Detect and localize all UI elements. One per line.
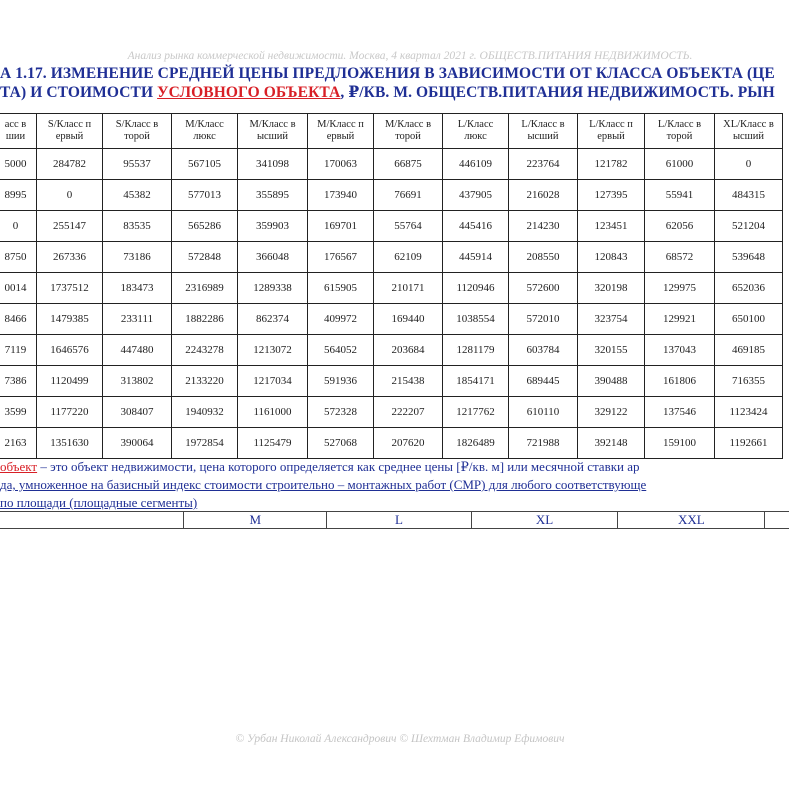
- table-cell: 1123424: [715, 397, 783, 428]
- table-cell: 1161000: [238, 397, 308, 428]
- table-cell: 8750: [0, 242, 37, 273]
- column-header: XL/Класс в ысший: [715, 114, 783, 149]
- table-cell: 615905: [308, 273, 374, 304]
- table-cell: 214230: [509, 211, 578, 242]
- table-cell: 61000: [645, 149, 715, 180]
- table-cell: 7119: [0, 335, 37, 366]
- table-cell: 1479385: [37, 304, 103, 335]
- area-segment-cell: M: [184, 512, 327, 529]
- table-cell: 308407: [103, 397, 172, 428]
- table-cell: 45382: [103, 180, 172, 211]
- column-header: L/Класс в ысший: [509, 114, 578, 149]
- table-cell: 176567: [308, 242, 374, 273]
- table-cell: 572848: [172, 242, 238, 273]
- table-cell: 652036: [715, 273, 783, 304]
- table-cell: 169440: [374, 304, 443, 335]
- table-row: [0, 335, 783, 366]
- column-header: L/Класс в торой: [645, 114, 715, 149]
- table-cell: 7386: [0, 366, 37, 397]
- table-cell: 137546: [645, 397, 715, 428]
- table-cell: 366048: [238, 242, 308, 273]
- table-cell: 2163: [0, 428, 37, 459]
- header-note: Анализ рынка коммерческой недвижимости. Москва, 4 квартал 2021 г. ОБЩЕСТВ.ПИТАНИЯ НЕДВИЖИМОСТЬ.: [127, 50, 693, 62]
- table-row: [0, 304, 783, 335]
- table-cell: 320198: [578, 273, 645, 304]
- table-cell: 469185: [715, 335, 783, 366]
- table-cell: 650100: [715, 304, 783, 335]
- column-header: L/Класс п ервый: [578, 114, 645, 149]
- table-cell: 5000: [0, 149, 37, 180]
- table-cell: 120843: [578, 242, 645, 273]
- table-cell: 323754: [578, 304, 645, 335]
- table-cell: 76691: [374, 180, 443, 211]
- table-cell: 1737512: [37, 273, 103, 304]
- table-cell: 447480: [103, 335, 172, 366]
- table-cell: 173940: [308, 180, 374, 211]
- table-cell: 83535: [103, 211, 172, 242]
- table-cell: 129921: [645, 304, 715, 335]
- table-cell: 1192661: [715, 428, 783, 459]
- table-cell: 2316989: [172, 273, 238, 304]
- table-cell: 1217034: [238, 366, 308, 397]
- title-highlight: УСЛОВНОГО ОБЪЕКТА: [157, 84, 341, 101]
- table-row: [0, 149, 783, 180]
- table-cell: 1213072: [238, 335, 308, 366]
- table-cell: 565286: [172, 211, 238, 242]
- table-cell: 1289338: [238, 273, 308, 304]
- table-cell: 392148: [578, 428, 645, 459]
- column-header: M/Класс в торой: [374, 114, 443, 149]
- table-cell: 1125479: [238, 428, 308, 459]
- table-cell: 137043: [645, 335, 715, 366]
- table-cell: 62056: [645, 211, 715, 242]
- table-cell: 341098: [238, 149, 308, 180]
- table-cell: 390064: [103, 428, 172, 459]
- definition-term: объект: [0, 459, 38, 474]
- table-title-line-1: А 1.17. ИЗМЕНЕНИЕ СРЕДНЕЙ ЦЕНЫ ПРЕДЛОЖЕНИЯ В ЗАВИСИМОСТИ ОТ КЛАССА ОБЪЕКТА (ЦЕ: [0, 65, 775, 82]
- table-cell: 572010: [509, 304, 578, 335]
- table-cell: 445416: [443, 211, 509, 242]
- column-header: M/Класс люкс: [172, 114, 238, 149]
- area-segments-row: [0, 512, 789, 529]
- table-cell: 3599: [0, 397, 37, 428]
- table-cell: 233111: [103, 304, 172, 335]
- table-cell: 320155: [578, 335, 645, 366]
- table-cell: 127395: [578, 180, 645, 211]
- table-cell: 329122: [578, 397, 645, 428]
- table-cell: 591936: [308, 366, 374, 397]
- table-title-line-2: [0, 82, 775, 102]
- table-cell: 0: [715, 149, 783, 180]
- table-cell: 862374: [238, 304, 308, 335]
- table-cell: 437905: [443, 180, 509, 211]
- table-cell: 222207: [374, 397, 443, 428]
- area-segment-cell: L: [327, 512, 472, 529]
- table-cell: 215438: [374, 366, 443, 397]
- table-cell: 208550: [509, 242, 578, 273]
- area-segment-cell: [0, 512, 184, 529]
- table-cell: 223764: [509, 149, 578, 180]
- table-cell: 2133220: [172, 366, 238, 397]
- table-cell: 1351630: [37, 428, 103, 459]
- table-cell: 1281179: [443, 335, 509, 366]
- table-cell: 1882286: [172, 304, 238, 335]
- table-cell: 255147: [37, 211, 103, 242]
- table-row: [0, 428, 783, 459]
- definition-line-2: да, умноженное на базисный индекс стоимости строительно – монтажных работ (СМР) для любого соответствующе: [0, 477, 647, 492]
- table-cell: 0: [37, 180, 103, 211]
- table-row: [0, 366, 783, 397]
- table-cell: 66875: [374, 149, 443, 180]
- table-cell: 359903: [238, 211, 308, 242]
- table-cell: 313802: [103, 366, 172, 397]
- price-table-wrap: [0, 113, 783, 459]
- table-cell: 73186: [103, 242, 172, 273]
- table-row: [0, 242, 783, 273]
- table-cell: 1854171: [443, 366, 509, 397]
- table-cell: 355895: [238, 180, 308, 211]
- copyright-footer: © Урбан Николай Александрович © Шехтман Владимир Ефимович: [235, 733, 565, 745]
- table-cell: 170063: [308, 149, 374, 180]
- table-cell: 203684: [374, 335, 443, 366]
- table-cell: 8995: [0, 180, 37, 211]
- area-segments-table: [0, 511, 789, 529]
- table-cell: 183473: [103, 273, 172, 304]
- table-cell: 0014: [0, 273, 37, 304]
- table-cell: 2243278: [172, 335, 238, 366]
- table-cell: 1217762: [443, 397, 509, 428]
- table-cell: 62109: [374, 242, 443, 273]
- table-cell: 716355: [715, 366, 783, 397]
- table-row: [0, 211, 783, 242]
- table-cell: 610110: [509, 397, 578, 428]
- table-cell: 567105: [172, 149, 238, 180]
- table-cell: 1826489: [443, 428, 509, 459]
- table-cell: 207620: [374, 428, 443, 459]
- table-cell: 267336: [37, 242, 103, 273]
- table-cell: 210171: [374, 273, 443, 304]
- table-cell: 1646576: [37, 335, 103, 366]
- table-cell: 446109: [443, 149, 509, 180]
- title-text: , ₽/КВ. М. ОБЩЕСТВ.ПИТАНИЯ НЕДВИЖИМОСТЬ. РЫН: [340, 84, 775, 101]
- title-text: ТА) И СТОИМОСТИ: [0, 84, 158, 101]
- table-cell: 8466: [0, 304, 37, 335]
- table-cell: 484315: [715, 180, 783, 211]
- table-cell: 1038554: [443, 304, 509, 335]
- table-cell: 169701: [308, 211, 374, 242]
- area-segment-cell: XL: [471, 512, 618, 529]
- table-cell: 121782: [578, 149, 645, 180]
- table-cell: 1120946: [443, 273, 509, 304]
- column-header: S/Класс в торой: [103, 114, 172, 149]
- table-cell: 564052: [308, 335, 374, 366]
- definition-line-3: по площади (площадные сегменты): [0, 495, 198, 510]
- table-cell: 521204: [715, 211, 783, 242]
- table-cell: 409972: [308, 304, 374, 335]
- column-header: M/Класс п ервый: [308, 114, 374, 149]
- table-cell: 129975: [645, 273, 715, 304]
- table-cell: 159100: [645, 428, 715, 459]
- table-cell: 0: [0, 211, 37, 242]
- table-header-row: [0, 114, 783, 149]
- area-segment-cell: [765, 512, 789, 529]
- table-cell: 390488: [578, 366, 645, 397]
- table-cell: 539648: [715, 242, 783, 273]
- table-cell: 55764: [374, 211, 443, 242]
- column-header: M/Класс в ысший: [238, 114, 308, 149]
- table-row: [0, 397, 783, 428]
- table-cell: 1940932: [172, 397, 238, 428]
- table-row: [0, 273, 783, 304]
- price-table: [0, 113, 783, 459]
- table-cell: 216028: [509, 180, 578, 211]
- table-cell: 161806: [645, 366, 715, 397]
- table-cell: 603784: [509, 335, 578, 366]
- table-cell: 572600: [509, 273, 578, 304]
- table-cell: 95537: [103, 149, 172, 180]
- table-cell: 68572: [645, 242, 715, 273]
- table-cell: 689445: [509, 366, 578, 397]
- table-cell: 721988: [509, 428, 578, 459]
- table-row: [0, 180, 783, 211]
- table-cell: 55941: [645, 180, 715, 211]
- table-cell: 1177220: [37, 397, 103, 428]
- column-header: L/Класс люкс: [443, 114, 509, 149]
- definition-line-1: [0, 459, 640, 475]
- column-header: асс в шии: [0, 114, 37, 149]
- area-segment-cell: XXL: [618, 512, 765, 529]
- table-cell: 577013: [172, 180, 238, 211]
- table-cell: 527068: [308, 428, 374, 459]
- table-cell: 445914: [443, 242, 509, 273]
- definition-text: – это объект недвижимости, цена которого определяется как среднее цены [₽/кв. м] или месячной ставки ар: [37, 459, 640, 474]
- table-cell: 123451: [578, 211, 645, 242]
- table-cell: 284782: [37, 149, 103, 180]
- table-cell: 1972854: [172, 428, 238, 459]
- table-cell: 1120499: [37, 366, 103, 397]
- table-cell: 572328: [308, 397, 374, 428]
- column-header: S/Класс п ервый: [37, 114, 103, 149]
